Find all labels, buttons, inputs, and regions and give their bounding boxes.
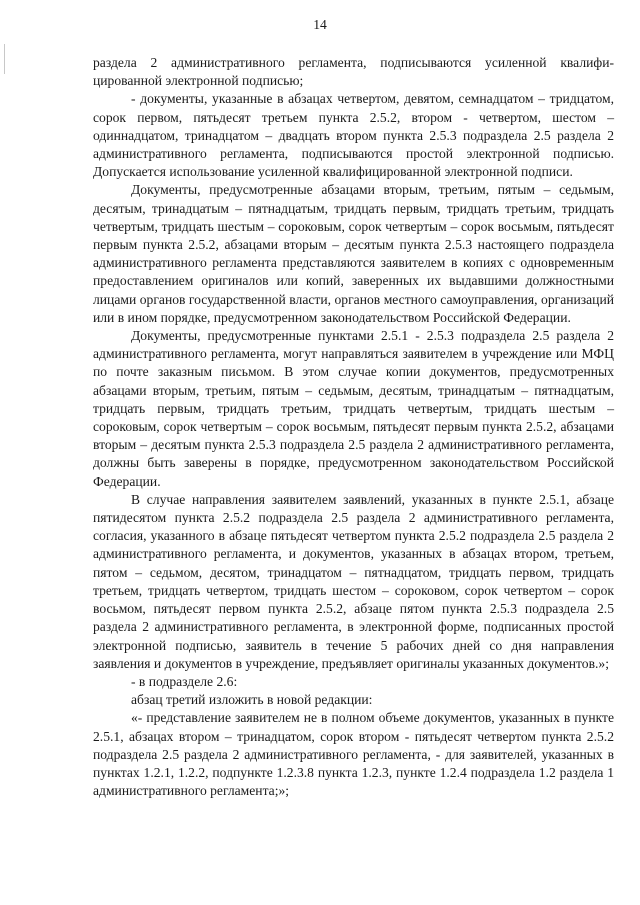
paragraph-incomplete-docs: «- представление заявителем не в полном объеме документов, указанных в пункте 2.5.1, абзацах втором – тринадцатом, сорок втором - пятьдесят четвертом пункта 2.5.2 подраздела 2.5 раздела 2 административного регламента, - для заявителей, указанных в пунктах 1.2.1, 1.2.2, подпункте 1.2.3.8 пункта 1.2.3, пункте 1.2.4 подраздела 1.2 раздела 1 административного регламента;»;	[93, 710, 614, 799]
paragraph-electronic-submission: В случае направления заявителем заявлений, указанных в пункте 2.5.1, абзаце пятидесятом пункта 2.5.2 подраздела 2.5 раздела 2 административного регламента, согласия, указанного в абзаце пятьдесят четвертом пункта 2.5.2 подраздела 2.5 раздела 2 административного регламента, и документов, указанных в абзацах втором, третьем, пятом – седьмом, десятом, тринадцатом – пятнадцатом, тридцать первом, тридцать третьем, тридцать четвертом, тридцать шестом – сороковом, сорок четвертом – сорок восьмом, пятьдесят первом пункта 2.5.2, абзаце пятом пункта 2.5.3 подраздела 2.5 раздела 2 административного регламента, в электронной форме, подписанных простой электронной подписью, заявитель в течение 5 рабочих дней со дня направления заявления и документов в учреждение, предъявляет оригиналы указанных документов.»;	[93, 491, 614, 671]
paragraph-continuation: раздела 2 административного регламента, подписываются усиленной квалифицированной электронной подписью;	[93, 55, 614, 89]
paragraph-copies-requirement: Документы, предусмотренные абзацами вторым, третьим, пятым – седьмым, десятым, тринадцатым – пятнадцатым, тридцать первым, тридцать третьим, тридцать четвертым, тридцать шестым – сороковым, сорок четвертым – сорок восьмым, пятьдесят первым пункта 2.5.2, абзацами вторым – десятым пункта 2.5.3 настоящего подраздела административного регламента представляются заявителем в копиях с одновременным предоставлением оригиналов или копий, заверенных их выдавшими должностными лицами органов государственной власти, органов местного самоуправления, организаций или в ином порядке, предусмотренном законодательством Российской Федерации.	[93, 182, 614, 325]
paragraph-mail-delivery: Документы, предусмотренные пунктами 2.5.1 - 2.5.3 подраздела 2.5 раздела 2 административного регламента, могут направляться заявителем в учреждение или МФЦ по почте заказным письмом. В этом случае копии документов, предусмотренных абзацами вторым, третьим, пятым – седьмым, десятым, тринадцатым – пятнадцатым, тридцать первым, тридцать третьим, тридцать четвертым, тридцать шестым – сороковым, сорок четвертым – сорок восьмым, пятьдесят первым пункта 2.5.2, абзацами вторым – десятым пункта 2.5.3 подраздела 2.5 раздела 2 административного регламента, должны быть заверены в порядке, предусмотренном законодательством Российской Федерации.	[93, 328, 614, 489]
paragraph-subsection-2-6: - в подразделе 2.6:	[131, 673, 238, 689]
document-body	[93, 54, 614, 800]
scan-margin-mark	[4, 44, 5, 74]
paragraph-simple-signature-docs: - документы, указанные в абзацах четвертом, девятом, семнадцатом – тридцатом, сорок первом, пятьдесят третьем пункта 2.5.2, втором - четвертом, шестом – одиннадцатом, тринадцатом – двадцать втором пункта 2.5.3 подраздела 2.5 раздела 2 административного регламента, подписываются простой электронной подписью. Допускается использование усиленной квалифицированной электронной подписи.	[93, 91, 614, 180]
paragraph-new-wording: абзац третий изложить в новой редакции:	[131, 692, 373, 708]
page-number: 14	[313, 17, 327, 32]
